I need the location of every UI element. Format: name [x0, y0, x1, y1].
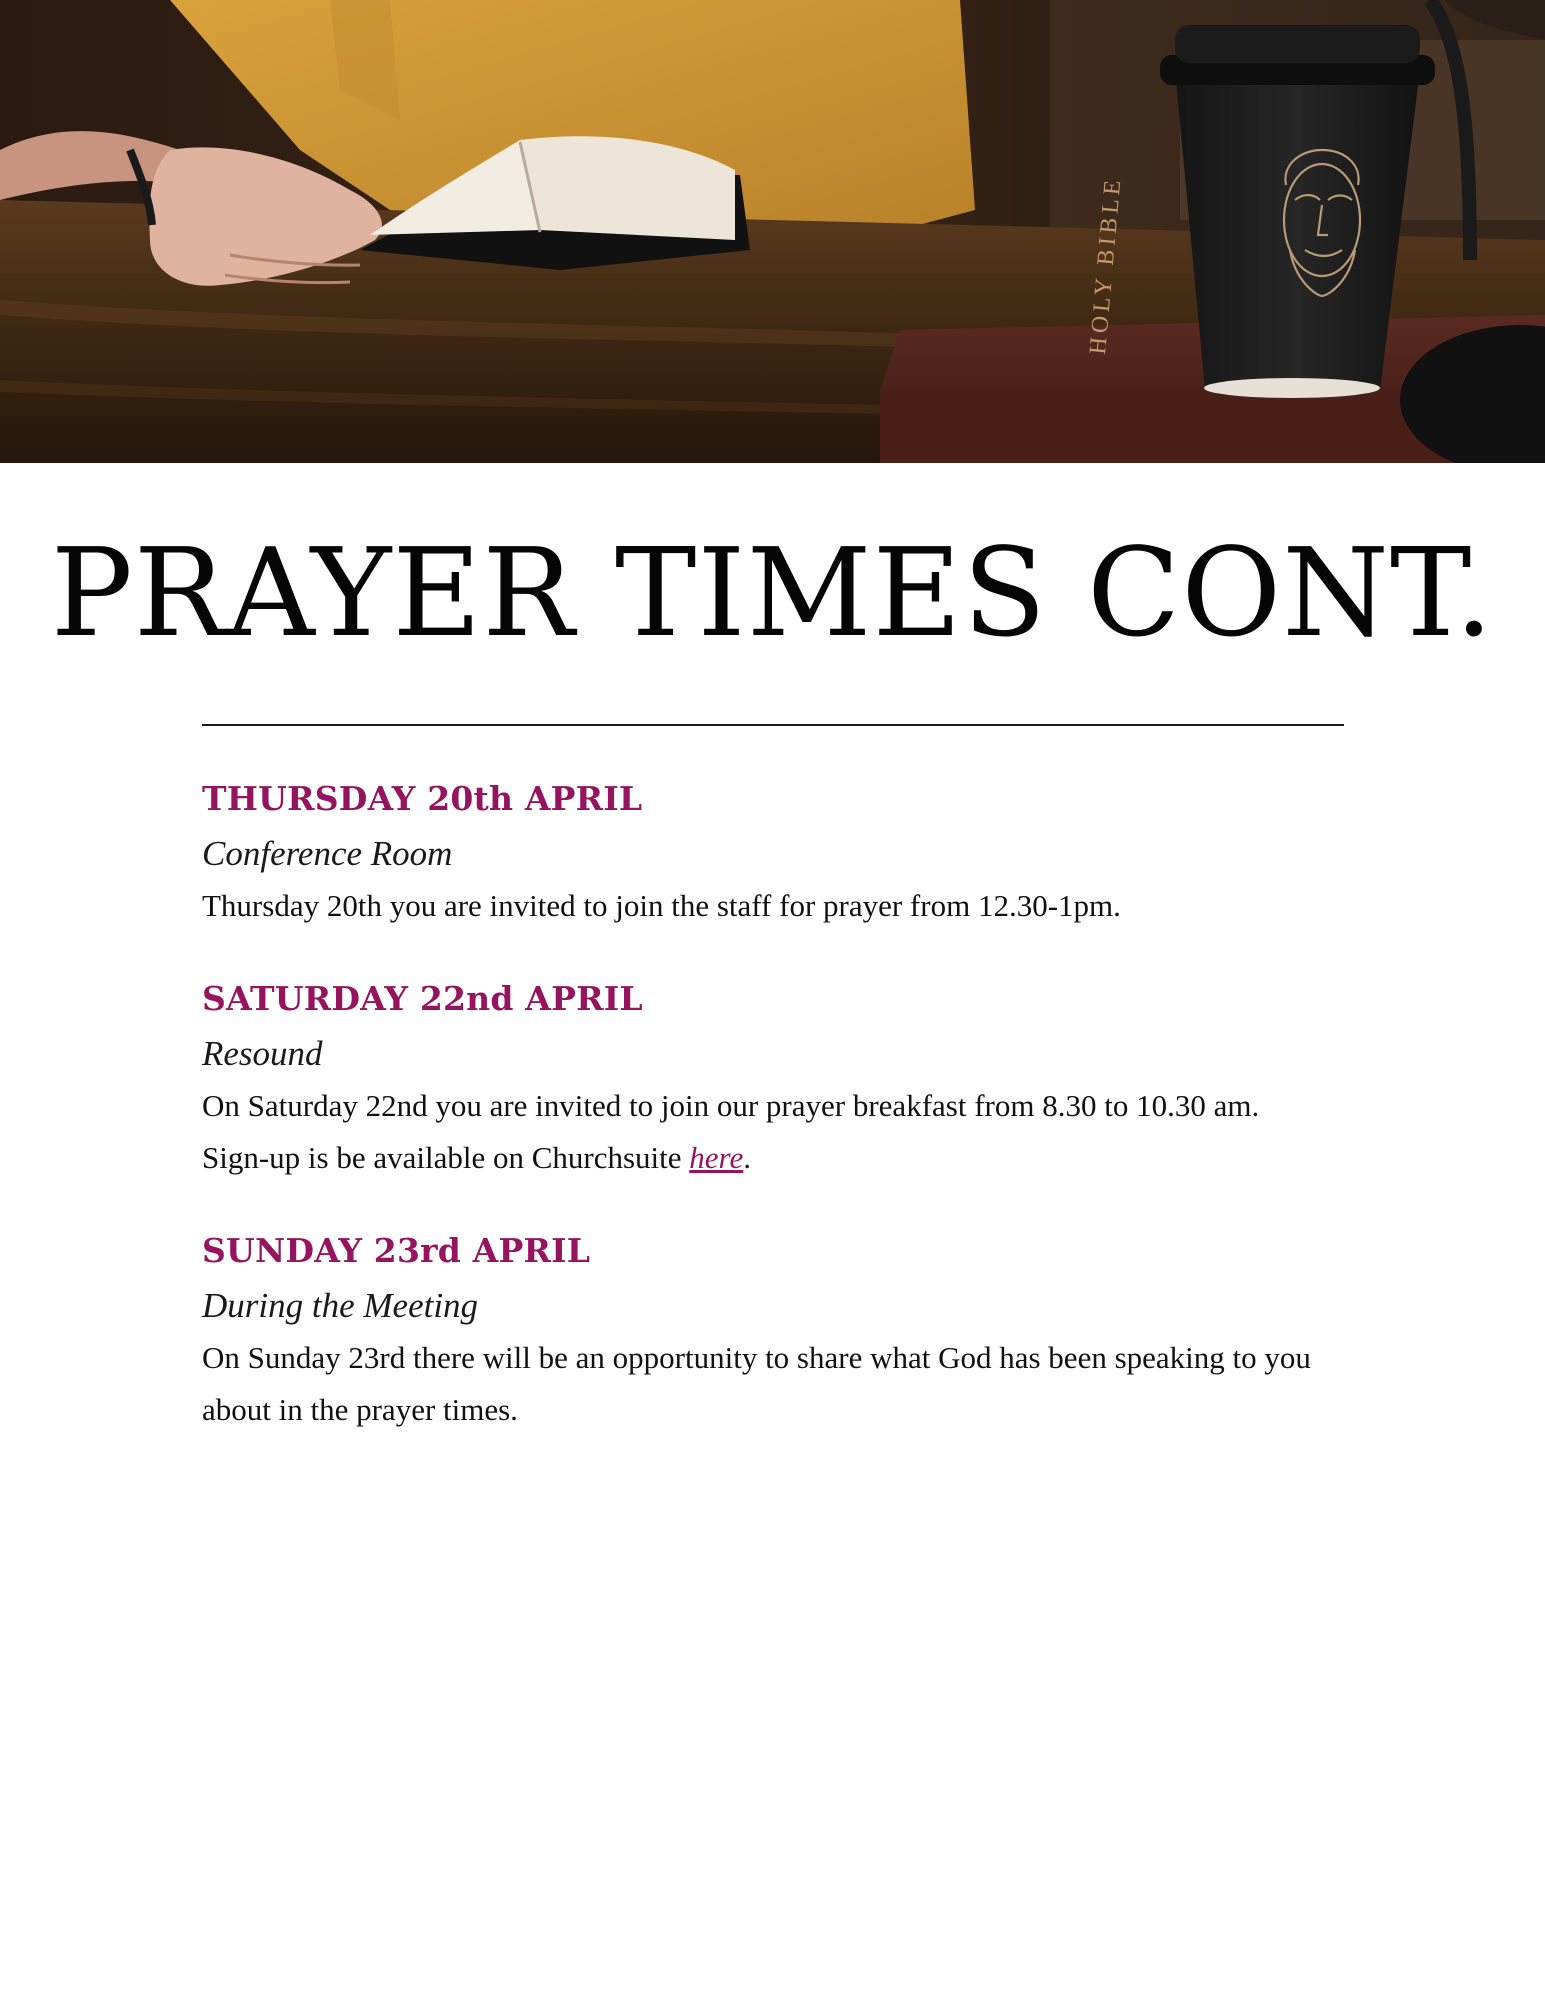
- event-saturday: [202, 970, 1362, 1184]
- hero-photo-illustration: [0, 0, 1545, 463]
- hero-image: [0, 0, 1545, 463]
- event-description: Thursday 20th you are invited to join the staff for prayer from 12.30-1pm.: [202, 888, 1121, 923]
- events-list: [202, 770, 1362, 1474]
- event-heading: THURSDAY 20th APRIL: [202, 779, 643, 818]
- bible-spine-text: HOLY BIBLE: [1085, 175, 1127, 356]
- event-description: On Saturday 22nd you are invited to join our prayer breakfast from 8.30 to 10.30 am.: [202, 1088, 1260, 1123]
- event-sunday: [202, 1222, 1362, 1436]
- event-heading: SATURDAY 22nd APRIL: [202, 979, 643, 1018]
- event-location: Conference Room: [202, 834, 453, 873]
- event-location: During the Meeting: [202, 1286, 479, 1325]
- event-thursday: [202, 770, 1362, 932]
- churchsuite-signup-link[interactable]: here: [689, 1140, 744, 1175]
- title-divider: [202, 724, 1344, 726]
- event-signup-text: [202, 1132, 1362, 1184]
- event-description: On Sunday 23rd there will be an opportunity to share what God has been speaking to you about in the prayer times.: [202, 1340, 1311, 1427]
- event-heading: SUNDAY 23rd APRIL: [202, 1231, 591, 1270]
- signup-prefix: Sign-up is be available on Churchsuite: [202, 1140, 690, 1175]
- signup-suffix: .: [743, 1140, 751, 1175]
- page-title: PRAYER TIMES CONT.: [50, 522, 1495, 664]
- event-location: Resound: [202, 1034, 323, 1073]
